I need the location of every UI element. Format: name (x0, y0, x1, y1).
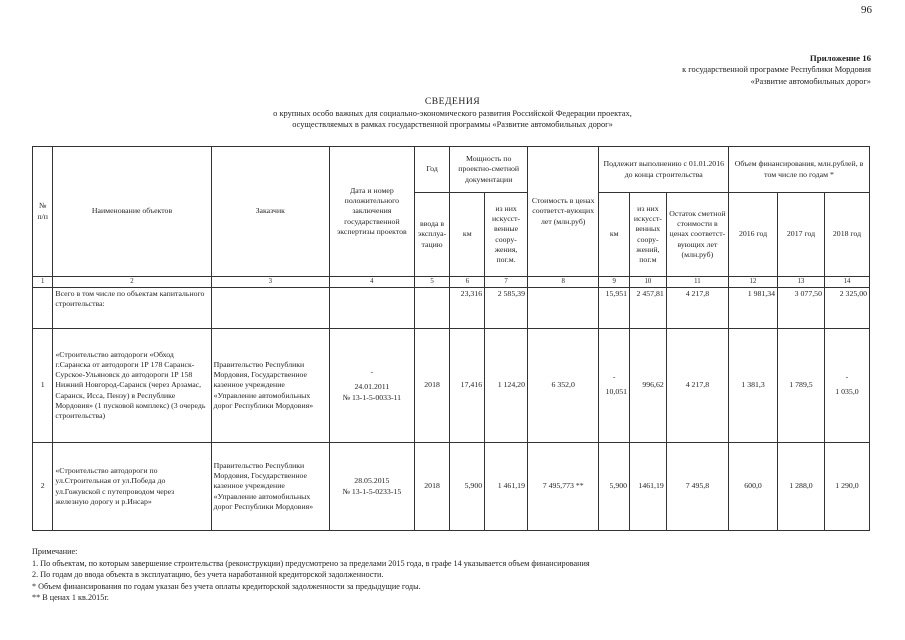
column-number: 6 (450, 277, 485, 288)
row-capacity-structures: 1 124,20 (485, 329, 528, 443)
total-remaining-km: 15,951 (599, 288, 630, 329)
row-capacity-km: 17,416 (450, 329, 485, 443)
row-2018: 1 290,0 (824, 443, 869, 531)
column-number-row (33, 277, 870, 288)
header-remaining-structures: из них искусст-венных соору-жений, пог.м (630, 193, 667, 277)
header-financing-group: Объем финансирования, млн.рублей, в том числе по годам * (729, 147, 870, 193)
header-2017: 2017 год (778, 193, 825, 277)
remaining-dash: - (612, 372, 616, 382)
row-remaining-cost: 4 217,8 (666, 329, 728, 443)
projects-table (32, 146, 870, 531)
header-row-1 (33, 147, 870, 193)
header-remaining-km: км (599, 193, 630, 277)
total-2018: 2 325,00 (824, 288, 869, 329)
column-number: 12 (729, 277, 778, 288)
column-number: 5 (414, 277, 450, 288)
column-number: 8 (527, 277, 598, 288)
title-line-1: о крупных особо важных для социально-экономического развития Российской Федерации проектах, (273, 109, 632, 118)
row-customer: Правительство Республики Мордовия, Государственное казенное учреждение «Управление автомобильных дорог Республики Мордовия» (211, 443, 329, 531)
row-object-name: «Строительство автодороги «Обход г.Саранска от автодороги 1Р 178 Саранск-Сурское-Ульяновск до автодороги 1Р 158 Нижний Новгород-Саранск (через Арзамас, Саранск, Исса, Пензу) в Республике Мордовия» (1 пусковой комплекс) (3 очередь строительства) (53, 329, 211, 443)
row-num: 2 (33, 443, 53, 531)
header-customer: Заказчик (211, 147, 329, 277)
row-remaining-km (599, 329, 630, 443)
note-line: ** В ценах 1 кв.2015г. (32, 593, 109, 603)
row-2016: 1 381,3 (729, 329, 778, 443)
page-number: 96 (861, 4, 872, 16)
total-capacity-structures: 2 585,39 (485, 288, 528, 329)
appendix-title: Приложение 16 (809, 53, 871, 63)
header-cost: Стоимость в ценах соответст-вующих лет (млн.руб) (527, 147, 598, 277)
total-remaining-cost: 4 217,8 (666, 288, 728, 329)
note-line: * Объем финансирования по годам указан без учета оплаты кредиторской задолженности за предыдущие годы. (32, 581, 421, 591)
title-heading: СВЕДЕНИЯ (424, 96, 481, 107)
row-cost: 7 495,773 ** (527, 443, 598, 531)
note-line: 1. По объектам, по которым завершение строительства (реконструкции) предусмотрено за пределами 2015 года, в графе 14 указывается объем финансирования (32, 558, 590, 568)
header-year-sub: ввода в эксплуа-тацию (414, 193, 450, 277)
header-remaining-cost: Остаток сметной стоимости в ценах соответст-вующих лет (млн.руб) (666, 193, 728, 277)
table-row (33, 443, 870, 531)
row-expertise (330, 329, 415, 443)
column-number: 10 (630, 277, 667, 288)
total-label: Всего в том числе по объектам капитального строительства: (53, 288, 211, 329)
appendix-reference (682, 52, 871, 88)
expertise-dash: - (370, 367, 374, 377)
notes-heading: Примечание: (32, 547, 78, 556)
column-number: 13 (778, 277, 825, 288)
row-2017: 1 288,0 (778, 443, 825, 531)
header-capacity-km: км (450, 193, 485, 277)
total-row (33, 288, 870, 329)
remaining-km-value: 10,051 (605, 387, 628, 397)
row-remaining-km: 5,900 (599, 443, 630, 531)
total-remaining-structures: 2 457,81 (630, 288, 667, 329)
notes (32, 546, 882, 604)
row-remaining-cost: 7 495,8 (666, 443, 728, 531)
expertise-date: 24.01.2011 (354, 382, 390, 392)
column-number: 7 (485, 277, 528, 288)
row-2016: 600,0 (729, 443, 778, 531)
column-number: 14 (824, 277, 869, 288)
column-number: 11 (666, 277, 728, 288)
header-num: № п/п (33, 147, 53, 277)
y2018-value: 1 035,0 (835, 387, 859, 397)
row-expertise (330, 443, 415, 531)
row-remaining-structures: 1461,19 (630, 443, 667, 531)
row-remaining-structures: 996,62 (630, 329, 667, 443)
title-line-2: осуществляемых в рамках государственной программы «Развитие автомобильных дорог» (292, 120, 613, 129)
header-capacity-structures: из них искусст-венные соору-жения, пог.м. (485, 193, 528, 277)
header-remaining-group: Подлежит выполнению с 01.01.2016 до конца строительства (599, 147, 729, 193)
header-capacity-group: Мощность по проектно-сметной документации (450, 147, 528, 193)
appendix-program: к государственной программе Республики Мордовия (682, 65, 871, 74)
row-2018 (824, 329, 869, 443)
table-row (33, 329, 870, 443)
expertise-number: № 13-1-5-0033-11 (342, 392, 402, 402)
expertise-number: № 13-1-5-0233-15 (342, 486, 402, 496)
row-customer: Правительство Республики Мордовия, Государственное казенное учреждение «Управление автомобильных дорог Республики Мордовия» (211, 329, 329, 443)
column-number: 4 (330, 277, 415, 288)
column-number: 9 (599, 277, 630, 288)
document-title (0, 96, 905, 130)
row-object-name: «Строительство автодороги по ул.Строительная от ул.Победа до ул.Гожувской с путепроводом через железную дорогу и р.Инсар» (53, 443, 211, 531)
expertise-date: 28.05.2015 (354, 476, 390, 486)
row-2017: 1 789,5 (778, 329, 825, 443)
row-cost: 6 352,0 (527, 329, 598, 443)
total-capacity-km: 23,316 (450, 288, 485, 329)
header-2018: 2018 год (824, 193, 869, 277)
row-capacity-structures: 1 461,19 (485, 443, 528, 531)
row-year: 2018 (414, 329, 450, 443)
y2018-dash: - (845, 372, 849, 382)
header-2016: 2016 год (729, 193, 778, 277)
header-name: Наименование объектов (53, 147, 211, 277)
column-number: 1 (33, 277, 53, 288)
column-number: 2 (53, 277, 211, 288)
appendix-program-name: «Развитие автомобильных дорог» (750, 77, 871, 86)
total-2017: 3 077,50 (778, 288, 825, 329)
row-num: 1 (33, 329, 53, 443)
row-year: 2018 (414, 443, 450, 531)
header-expertise: Дата и номер положительного заключения государственной экспертизы проектов (330, 147, 415, 277)
header-year-group: Год (414, 147, 450, 193)
column-number: 3 (211, 277, 329, 288)
total-2016: 1 981,34 (729, 288, 778, 329)
row-capacity-km: 5,900 (450, 443, 485, 531)
note-line: 2. По годам до ввода объекта в эксплуатацию, без учета наработанной кредиторской задолженности. (32, 570, 384, 580)
